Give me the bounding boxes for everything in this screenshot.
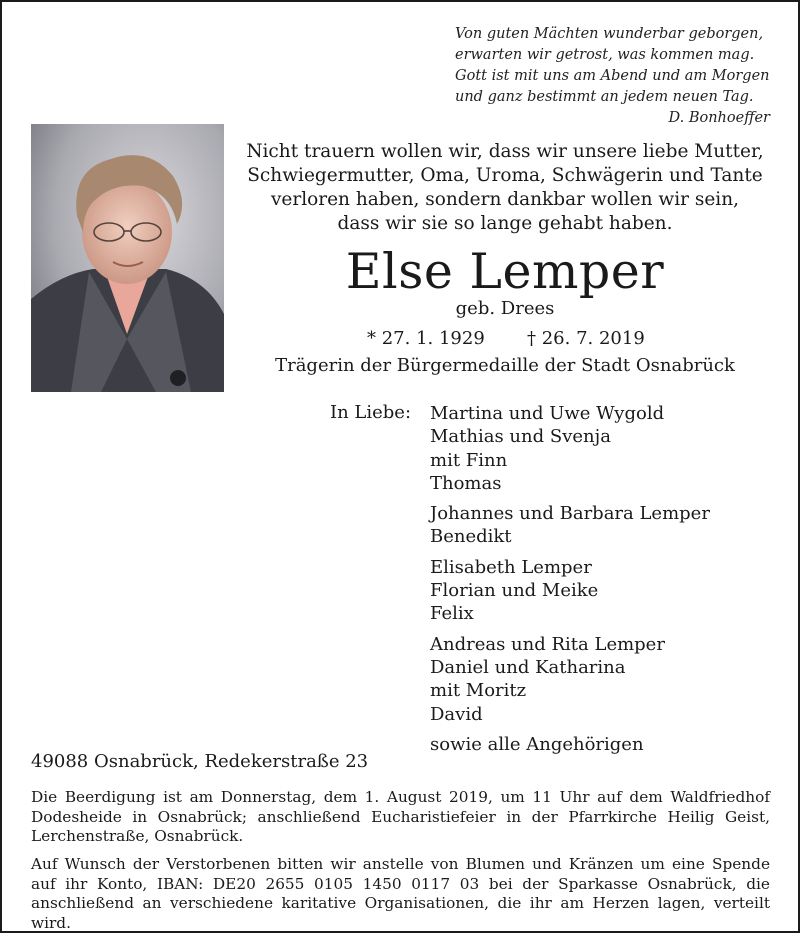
intro-line: Nicht trauern wollen wir, dass wir unsere liebe Mutter,: [246, 141, 764, 162]
mourner-line: Florian und Meike: [430, 580, 599, 602]
mourner-line: Martina und Uwe Wygold: [430, 403, 665, 424]
mourner-line: Daniel und Katharina: [430, 656, 626, 678]
mourners-list: [430, 402, 710, 763]
poem-line: Gott ist mit uns am Abend und am Morgen: [455, 68, 770, 84]
mourner-line: mit Finn: [430, 449, 508, 471]
intro-text: [235, 140, 775, 236]
poem-line: erwarten wir getrost, was kommen mag.: [455, 47, 755, 63]
mourner-line: sowie alle Angehörigen: [430, 733, 644, 755]
mourner-line: Felix: [430, 603, 474, 625]
honor-line: Trägerin der Bürgermedaille der Stadt Osnabrück: [275, 355, 735, 376]
donation-info: Auf Wunsch der Verstorbenen bitten wir anstelle von Blumen und Kränzen um eine Spende auf ihr Konto, IBAN: DE20 2655 0105 1450 0117 03 bei der Sparkasse Osnabrück, die anschließend an verschiedene karitative Organisationen, die ihr am Herzen lagen, verteilt wird.: [31, 855, 770, 932]
mourner-group: [430, 402, 710, 495]
poem: [455, 24, 775, 108]
birth-name: geb. Drees: [455, 298, 555, 319]
mourner-line: Mathias und Svenja: [430, 426, 611, 448]
poem-line: und ganz bestimmt an jedem neuen Tag.: [455, 89, 754, 105]
mourner-line: Elisabeth Lemper: [430, 556, 592, 578]
intro-line: verloren haben, sondern dankbar wollen wir sein,: [270, 189, 740, 210]
birth-date: * 27. 1. 1929: [367, 328, 485, 349]
intro-line: Schwiegermutter, Oma, Uroma, Schwägerin und Tante: [247, 165, 763, 186]
portrait-photo: [31, 124, 224, 392]
deceased-name: Else Lemper: [345, 243, 665, 300]
mourner-line: Johannes und Barbara Lemper: [430, 503, 710, 525]
mourner-line: Benedikt: [430, 526, 512, 548]
poem-author: D. Bonhoeffer: [668, 110, 770, 126]
mourner-line: mit Moritz: [430, 680, 527, 702]
mourner-line: David: [430, 703, 483, 725]
mourners-label: In Liebe:: [330, 402, 412, 423]
mourner-line: Andreas und Rita Lemper: [430, 633, 665, 655]
mourner-group: [430, 633, 710, 726]
mourner-group: [430, 556, 710, 626]
poem-line: Von guten Mächten wunderbar geborgen,: [455, 26, 764, 42]
intro-line: dass wir sie so lange gehabt haben.: [337, 213, 673, 234]
death-date: † 26. 7. 2019: [527, 328, 645, 349]
family-address: 49088 Osnabrück, Redekerstraße 23: [31, 751, 369, 772]
funeral-info: Die Beerdigung ist am Donnerstag, dem 1. August 2019, um 11 Uhr auf dem Waldfriedhof Dodesheide in Osnabrück; anschließend Eucharistiefeier in der Pfarrkirche Heilig Geist, Lerchenstraße, Osnabrück.: [31, 788, 770, 845]
mourner-line: Thomas: [430, 472, 502, 494]
mourner-group: [430, 502, 710, 549]
life-dates: [367, 328, 645, 349]
mourner-group: [430, 733, 710, 756]
